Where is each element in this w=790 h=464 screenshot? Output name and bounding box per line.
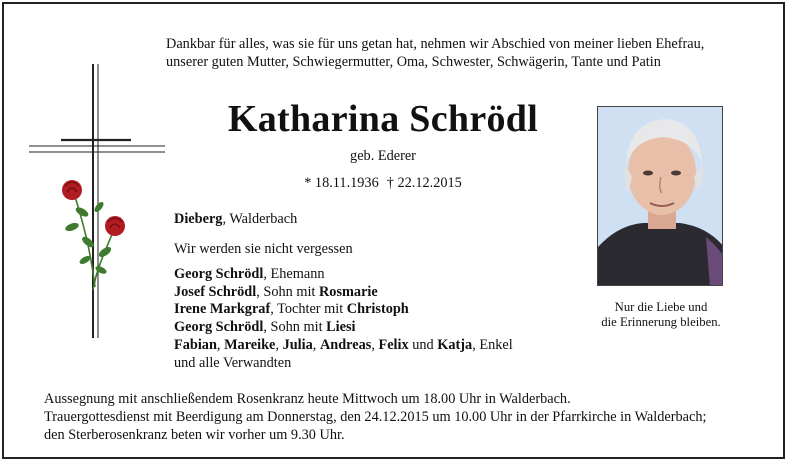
mourner-line (174, 284, 513, 302)
caption-line-2: die Erinnerung bleiben. (601, 315, 721, 329)
residence-town: Dieberg (174, 211, 223, 227)
portrait-photo (597, 106, 723, 286)
mourner-name: Georg Schrödl (174, 266, 264, 282)
birth-name: geb. Ederer (350, 148, 416, 164)
intro-line-1: Dankbar für alles, was sie für uns getan hat, nehmen wir Abschied von meiner lieben Ehefrau, (166, 36, 705, 52)
mourner-relation: , Sohn mit (263, 319, 327, 336)
intro-line-2: unserer guten Mutter, Schwiegermutter, Oma, Schwester, Schwägerin, Tante und Patin (166, 54, 661, 70)
death-date: † 22.12.2015 (386, 175, 462, 191)
service-line-3: den Sterberosenkranz beten wir vorher um 9.30 Uhr. (44, 427, 345, 443)
service-line-1: Aussegnung mit anschließendem Rosenkranz heute Mittwoch um 18.00 Uhr in Walderbach. (44, 391, 571, 407)
cross-with-roses (25, 62, 170, 342)
mourner-partner: Liesi (326, 319, 356, 336)
mourner-line (174, 266, 513, 284)
mourner-line (174, 301, 513, 319)
motto: Wir werden sie nicht vergessen (174, 241, 353, 257)
grandchildren-line: Fabian, Mareike, Julia, Andreas, Felix und Katja, Enkel (174, 336, 513, 353)
cross-icon (29, 64, 165, 338)
mourner-name: Georg Schrödl (174, 319, 264, 336)
intro-text (166, 35, 766, 71)
portrait-image (598, 107, 723, 286)
residence (174, 211, 297, 228)
grandchild-name: Mareike (224, 336, 276, 353)
grandchild-name: Felix (378, 336, 409, 353)
residence-rest: , Walderbach (222, 211, 298, 227)
mourner-name: Irene Markgraf (174, 301, 271, 318)
mourner-line (174, 319, 513, 337)
mourner-partner: Rosmarie (318, 283, 378, 300)
grandchildren-label: Enkel (479, 336, 513, 353)
deceased-name: Katharina Schrödl (227, 98, 539, 140)
mourner-relation: , Ehemann (263, 266, 325, 282)
mourner-name: Josef Schrödl (174, 283, 257, 300)
service-info (44, 390, 706, 444)
grandchild-name: Fabian (174, 336, 217, 353)
mourner-partner: Christoph (346, 301, 409, 318)
service-line-2: Trauergottesdienst mit Beerdigung am Donnerstag, den 24.12.2015 um 10.00 Uhr in der Pfarrkirche in Walderbach; (44, 409, 707, 425)
birth-date: * 18.11.1936 (304, 175, 379, 191)
grandchild-name: Katja (437, 336, 473, 353)
caption-line-1: Nur die Liebe und (614, 300, 708, 314)
grandchild-name: Julia (282, 336, 313, 353)
grandchild-name: Andreas (319, 336, 372, 353)
life-dates (168, 175, 598, 192)
mourner-relation: , Tochter mit (270, 301, 347, 318)
mourner-relation: , Sohn mit (256, 283, 319, 300)
mourners-list (174, 266, 513, 372)
relatives-line: und alle Verwandten (174, 354, 292, 371)
photo-caption (588, 300, 734, 330)
